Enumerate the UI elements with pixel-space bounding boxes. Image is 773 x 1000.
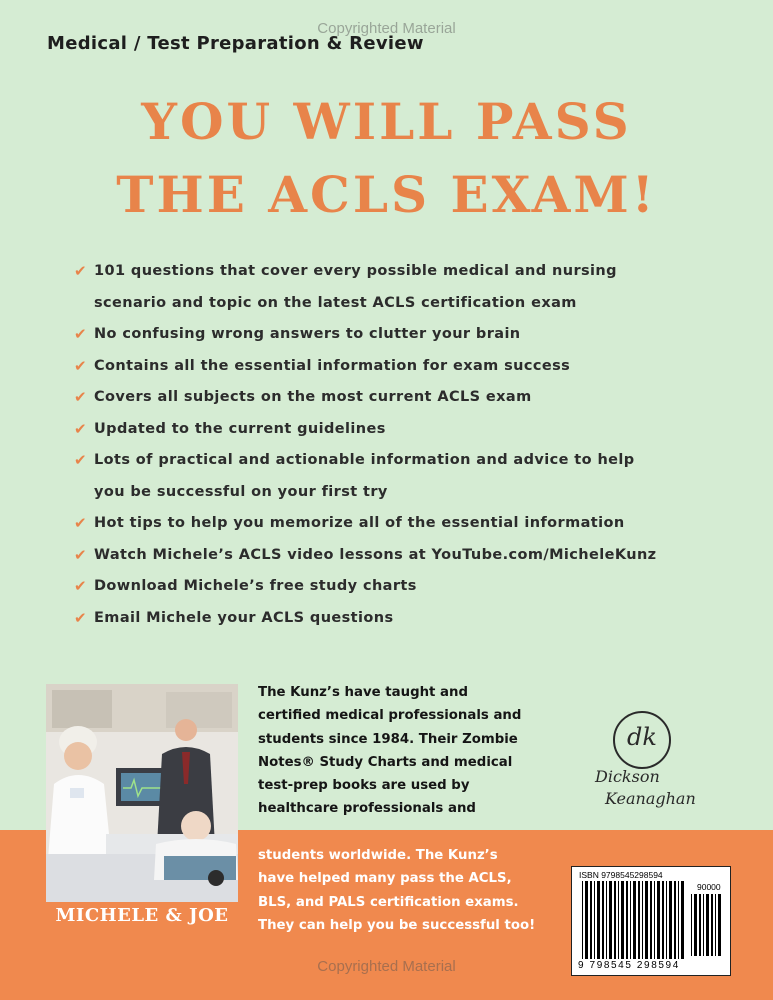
book-category: Medical / Test Preparation & Review: [47, 33, 424, 54]
barcode-bar: [699, 894, 701, 956]
barcode-bar: [715, 894, 716, 956]
barcode-bar: [582, 881, 583, 959]
photo-caption: MICHELE & JOE: [55, 905, 229, 926]
bio-line: test-prep books are used by: [258, 778, 470, 794]
bio-line: Notes® Study Charts and medical: [258, 754, 513, 770]
feature-item: [74, 603, 734, 635]
barcode-bar: [657, 881, 660, 959]
bio-line: healthcare professionals and: [258, 801, 476, 817]
bio-line: students since 1984. Their Zombie: [258, 731, 518, 747]
check-icon: ✔: [74, 451, 87, 469]
barcode-bar: [669, 881, 672, 959]
feature-item: [74, 445, 734, 508]
feature-text: Contains all the essential information for exam success: [94, 357, 571, 374]
feature-text: Watch Michele’s ACLS video lessons at YouTube.com/MicheleKunz: [94, 546, 657, 563]
barcode-bar: [718, 894, 721, 956]
bio-line: They can help you be successful too!: [258, 917, 536, 933]
feature-text: you be successful on your first try: [94, 483, 388, 500]
barcode-bar: [594, 881, 595, 959]
authors-photo-illustration: [46, 684, 238, 902]
check-icon: ✔: [74, 608, 87, 627]
barcode-bar: [590, 881, 592, 959]
barcode-bar: [706, 894, 709, 956]
headline-line-1: YOU WILL PASS: [141, 92, 632, 151]
barcode-bar: [597, 881, 600, 959]
feature-text: 101 questions that cover every possible medical and nursing: [94, 263, 617, 279]
feature-text: scenario and topic on the latest ACLS certification exam: [94, 294, 577, 311]
barcode-bar: [645, 881, 648, 959]
feature-list: [74, 256, 734, 634]
barcode-bar: [711, 894, 713, 956]
barcode-bar: [626, 881, 628, 959]
barcode-bar: [691, 894, 692, 956]
barcode-bar: [618, 881, 619, 959]
barcode-supplement-bars: [691, 894, 723, 956]
barcode-bar: [585, 881, 588, 959]
feature-item: [74, 508, 734, 540]
publisher-name: [595, 766, 725, 810]
barcode-bar: [694, 894, 697, 956]
feature-item: [74, 319, 734, 351]
check-icon: ✔: [74, 356, 87, 375]
feature-text: Lots of practical and actionable information and advice to help: [94, 452, 635, 468]
bio-line: have helped many pass the ACLS,: [258, 871, 512, 887]
authors-bio-lower: [258, 844, 537, 937]
check-icon: ✔: [74, 514, 87, 532]
barcode-bar: [602, 881, 604, 959]
feature-item: [74, 540, 734, 572]
feature-item: [74, 351, 734, 383]
bio-line: students worldwide. The Kunz’s: [258, 848, 498, 863]
price-code: 90000: [697, 882, 721, 892]
barcode-bar: [662, 881, 664, 959]
barcode-bars: [582, 881, 687, 959]
barcode-bar: [621, 881, 624, 959]
authors-photo: [46, 684, 238, 902]
publisher-name-line: Dickson: [595, 767, 660, 786]
barcode-bar: [642, 881, 643, 959]
publisher-logo-icon: [613, 711, 671, 769]
feature-item: [74, 256, 734, 319]
barcode-bar: [666, 881, 667, 959]
check-icon: ✔: [74, 545, 87, 564]
publisher-mark: dk: [627, 723, 657, 751]
feature-text: Email Michele your ACLS questions: [94, 609, 394, 626]
barcode-bar: [650, 881, 652, 959]
authors-bio-upper: [258, 681, 537, 821]
bio-line: certified medical professionals and: [258, 708, 522, 724]
feature-item: [74, 382, 734, 414]
bio-line: BLS, and PALS certification exams.: [258, 894, 519, 910]
barcode-bar: [638, 881, 640, 959]
barcode-digits: 9 798545 298594: [578, 960, 680, 971]
watermark-top: Copyrighted Material: [317, 20, 456, 37]
feature-text: Updated to the current guidelines: [94, 420, 386, 437]
barcode-bar: [606, 881, 607, 959]
barcode-bar: [614, 881, 616, 959]
barcode-bar: [703, 894, 704, 956]
watermark-bottom: Copyrighted Material: [317, 958, 456, 975]
barcode-bar: [678, 881, 679, 959]
feature-text: Hot tips to help you memorize all of the essential information: [94, 515, 625, 531]
check-icon: ✔: [74, 262, 87, 280]
publisher-name-line: Keanaghan: [605, 789, 696, 808]
feature-text: Covers all subjects on the most current ACLS exam: [94, 389, 532, 405]
barcode-bar: [654, 881, 655, 959]
headline-line-2: THE ACLS EXAM!: [116, 165, 657, 224]
barcode-bar: [630, 881, 631, 959]
check-icon: ✔: [74, 388, 87, 406]
barcode-bar: [681, 881, 684, 959]
feature-text: No confusing wrong answers to clutter your brain: [94, 326, 521, 342]
barcode-bar: [609, 881, 612, 959]
feature-item: [74, 414, 734, 446]
check-icon: ✔: [74, 419, 87, 438]
barcode-bar: [674, 881, 676, 959]
check-icon: ✔: [74, 325, 87, 343]
isbn-label: ISBN 9798545298594: [579, 870, 663, 880]
check-icon: ✔: [74, 577, 87, 595]
bio-line: The Kunz’s have taught and: [258, 685, 468, 700]
barcode-bar: [633, 881, 636, 959]
feature-text: Download Michele’s free study charts: [94, 578, 417, 594]
feature-item: [74, 571, 734, 603]
